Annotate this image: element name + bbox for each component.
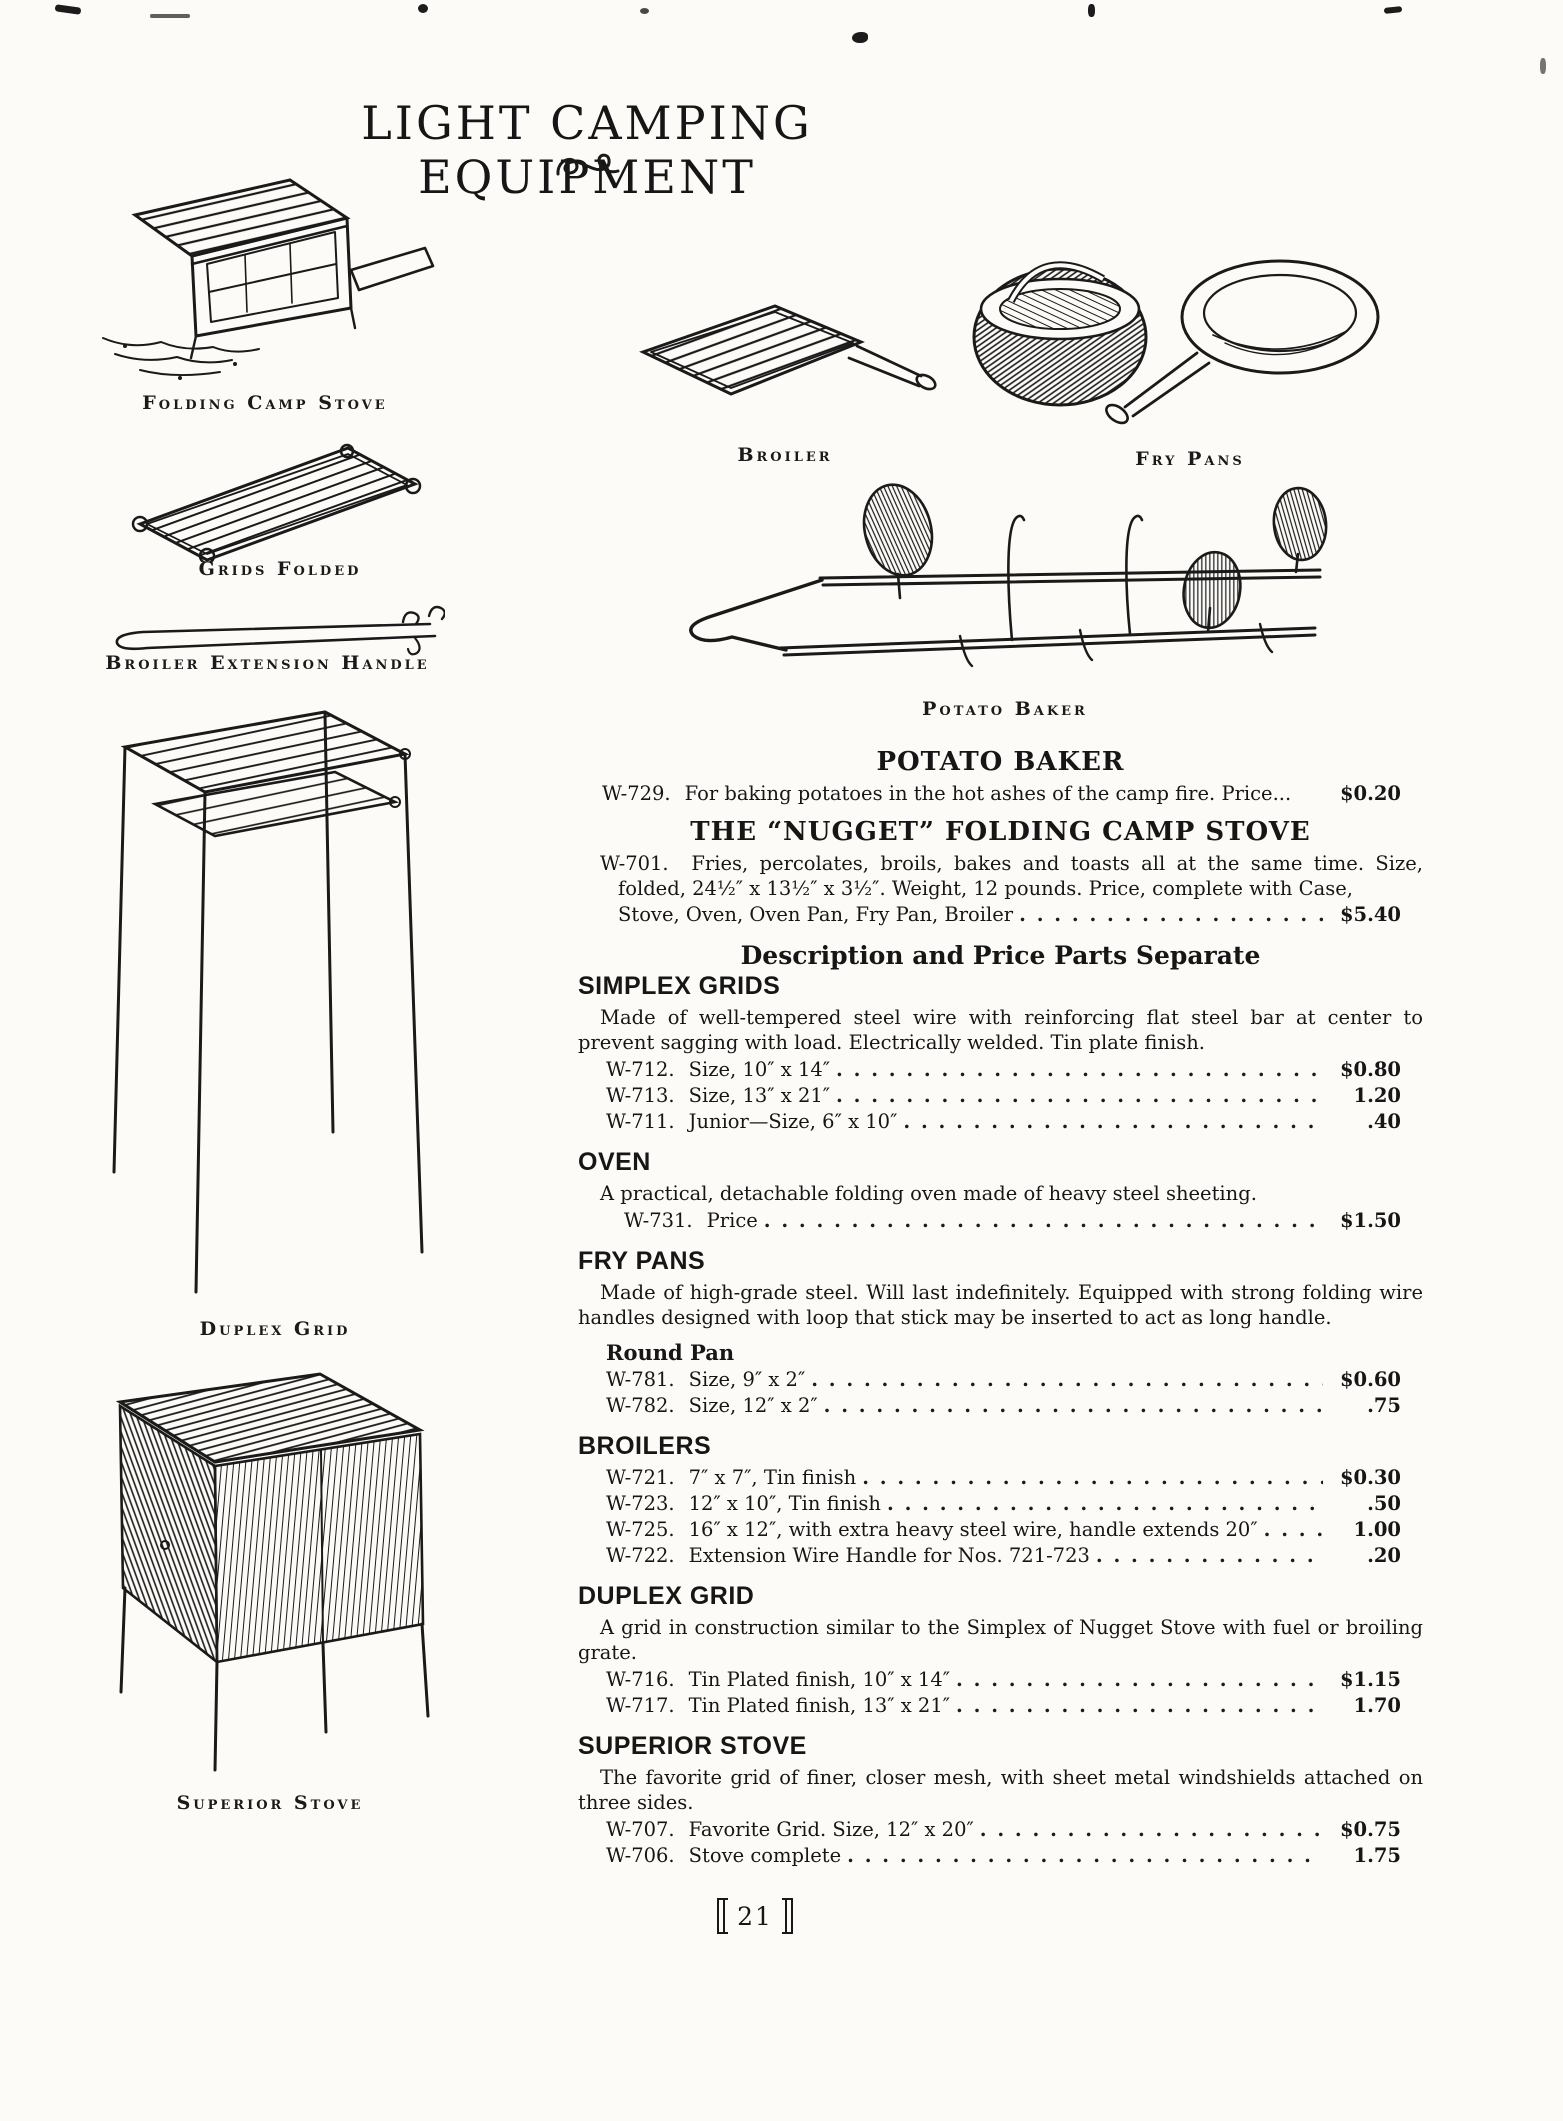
duplex-grid-illustration — [100, 692, 445, 1312]
item-row-w781 — [578, 1367, 1423, 1392]
dot-leader — [811, 1367, 1323, 1392]
item-price: $0.75 — [1339, 1818, 1401, 1841]
item-price: $1.15 — [1339, 1668, 1401, 1691]
dot-leader — [847, 1843, 1323, 1868]
dot-leader — [1019, 902, 1323, 927]
item-description: Fries, percolates, broils, bakes and toasts all at the same time. Size, folded, 24½″ x 13½″ x 3½″. Weight, 12 pounds. Price, complete with Case, — [618, 852, 1424, 900]
item-description: 7″ x 7″, Tin finish — [688, 1466, 857, 1489]
item-price: $0.80 — [1339, 1058, 1401, 1081]
item-description: Price — [706, 1209, 758, 1232]
item-number: W-722. — [606, 1544, 675, 1567]
caption-duplex-grid: Duplex Grid — [199, 1318, 351, 1340]
nugget-paragraph — [578, 851, 1423, 901]
potato-baker-heading: POTATO BAKER — [876, 747, 1125, 777]
dot-leader — [1264, 1517, 1323, 1542]
dot-leader — [956, 1693, 1323, 1718]
item-row-w707 — [578, 1817, 1423, 1842]
page-number-bracket-left — [717, 1898, 728, 1934]
item-description: Size, 10″ x 14″ — [688, 1058, 831, 1081]
item-description: Size, 12″ x 2″ — [688, 1394, 818, 1417]
item-row-w717 — [578, 1693, 1423, 1718]
dot-leader — [836, 1057, 1323, 1082]
item-description: Size, 9″ x 2″ — [688, 1368, 806, 1391]
item-price: 1.70 — [1353, 1694, 1401, 1717]
round-pan-subheading: Round Pan — [606, 1340, 735, 1365]
dot-leader — [903, 1109, 1323, 1134]
text-column — [578, 736, 1423, 1869]
scan-artifact — [1540, 58, 1546, 74]
scan-artifact — [1384, 6, 1403, 14]
item-price: .50 — [1367, 1492, 1401, 1515]
fry-pans-illustration — [945, 235, 1410, 445]
dot-leader — [836, 1083, 1323, 1108]
item-price: $0.20 — [1339, 782, 1401, 805]
item-row-w716 — [578, 1667, 1423, 1692]
item-description: Favorite Grid. Size, 12″ x 20″ — [688, 1818, 974, 1841]
item-number: W-731. — [624, 1209, 693, 1232]
simplex-grids-description: Made of well-tempered steel wire with reinforcing flat steel bar at center to prevent sagging with load. Electrically welded. Tin plate finish. — [578, 1006, 1423, 1054]
item-price: 1.75 — [1353, 1844, 1401, 1867]
item-price: $0.30 — [1339, 1466, 1401, 1489]
folding-camp-stove-illustration — [85, 160, 440, 392]
page-number — [675, 1898, 835, 1934]
broilers-heading: BROILERS — [578, 1432, 712, 1460]
item-description: 12″ x 10″, Tin finish — [688, 1492, 881, 1515]
oven-heading: OVEN — [578, 1148, 651, 1176]
dot-leader — [1096, 1543, 1323, 1568]
item-description: Stove, Oven, Oven Pan, Fry Pan, Broiler — [618, 903, 1014, 926]
item-price: 1.20 — [1353, 1084, 1401, 1107]
page-number-bracket-right — [782, 1898, 793, 1934]
dot-leader — [862, 1465, 1323, 1490]
item-description: Stove complete — [688, 1844, 842, 1867]
superior-stove-heading: SUPERIOR STOVE — [578, 1732, 807, 1760]
item-description: For baking potatoes in the hot ashes of the camp fire. Price... — [684, 782, 1292, 805]
item-price: $0.60 — [1339, 1368, 1401, 1391]
duplex-grid-description: A grid in construction similar to the Simplex of Nugget Stove with fuel or broiling grate. — [578, 1616, 1423, 1664]
item-row-w713 — [578, 1083, 1423, 1108]
item-description: 16″ x 12″, with extra heavy steel wire, handle extends 20″ — [688, 1518, 1258, 1541]
item-row-w721 — [578, 1465, 1423, 1490]
scan-artifact — [418, 4, 428, 13]
item-price: $1.50 — [1339, 1209, 1401, 1232]
dot-leader — [980, 1817, 1323, 1842]
nugget-heading: THE “NUGGET” FOLDING CAMP STOVE — [690, 817, 1311, 847]
title-flourish-ornament — [552, 148, 624, 188]
oven-description: A practical, detachable folding oven made of heavy steel sheeting. — [600, 1182, 1257, 1205]
caption-potato-baker: Potato Baker — [922, 698, 1088, 720]
superior-stove-illustration — [65, 1360, 450, 1785]
caption-fry-pans: Fry Pans — [1135, 448, 1245, 470]
fry-pans-description: Made of high-grade steel. Will last indefinitely. Equipped with strong folding wire handles designed with loop that stick may be inserted to act as long handle. — [578, 1281, 1423, 1329]
item-price: .40 — [1367, 1110, 1401, 1133]
item-price: .20 — [1367, 1544, 1401, 1567]
item-number: W-711. — [606, 1110, 675, 1133]
item-description: Size, 13″ x 21″ — [688, 1084, 831, 1107]
item-row-w706 — [578, 1843, 1423, 1868]
item-description: Junior—Size, 6″ x 10″ — [688, 1110, 898, 1133]
broiler-extension-handle-illustration — [85, 598, 445, 656]
caption-superior-stove: Superior Stove — [176, 1792, 364, 1814]
item-number: W-781. — [606, 1368, 675, 1391]
item-row-w729 — [578, 781, 1423, 806]
item-number: W-782. — [606, 1394, 675, 1417]
item-number: W-723. — [606, 1492, 675, 1515]
dot-leader — [887, 1491, 1323, 1516]
simplex-grids-heading: SIMPLEX GRIDS — [578, 972, 781, 1000]
item-number: W-706. — [606, 1844, 675, 1867]
item-number: W-712. — [606, 1058, 675, 1081]
item-price: $5.40 — [1339, 903, 1401, 926]
item-number: W-721. — [606, 1466, 675, 1489]
scan-artifact — [150, 14, 190, 18]
item-number: W-729. — [602, 782, 671, 805]
item-row-w701 — [578, 902, 1423, 927]
page-title: LIGHT CAMPING EQUIPMENT — [361, 96, 813, 204]
item-price: .75 — [1367, 1394, 1401, 1417]
item-number: W-716. — [606, 1668, 675, 1691]
duplex-grid-heading: DUPLEX GRID — [578, 1582, 755, 1610]
item-row-w725 — [578, 1517, 1423, 1542]
item-row-w722 — [578, 1543, 1423, 1568]
scan-artifact — [55, 4, 82, 15]
dot-leader — [824, 1393, 1323, 1418]
dot-leader — [764, 1208, 1323, 1233]
item-number: W-707. — [606, 1818, 675, 1841]
scan-artifact — [852, 32, 868, 43]
item-row-w723 — [578, 1491, 1423, 1516]
item-row-w712 — [578, 1057, 1423, 1082]
item-number: W-701. — [600, 852, 669, 875]
caption-folding-camp-stove: Folding Camp Stove — [142, 392, 388, 414]
scan-artifact — [1088, 4, 1095, 17]
grids-folded-illustration — [115, 432, 440, 562]
item-number: W-717. — [606, 1694, 675, 1717]
item-row-w782 — [578, 1393, 1423, 1418]
caption-grids-folded: Grids Folded — [198, 558, 362, 580]
broiler-illustration — [625, 290, 940, 445]
dot-leader — [956, 1667, 1323, 1692]
parts-separate-heading: Description and Price Parts Separate — [740, 941, 1261, 970]
item-row-w731 — [578, 1208, 1423, 1233]
caption-broiler: Broiler — [737, 444, 833, 466]
item-number: W-725. — [606, 1518, 675, 1541]
potato-baker-illustration — [660, 478, 1350, 698]
fry-pans-heading: FRY PANS — [578, 1247, 706, 1275]
superior-stove-description: The favorite grid of finer, closer mesh, with sheet metal windshields attached on three sides. — [578, 1766, 1423, 1814]
caption-broiler-extension-handle: Broiler Extension Handle — [105, 652, 430, 674]
item-price: 1.00 — [1353, 1518, 1401, 1541]
item-description: Extension Wire Handle for Nos. 721-723 — [688, 1544, 1090, 1567]
scan-artifact — [640, 8, 649, 14]
item-description: Tin Plated finish, 10″ x 14″ — [688, 1668, 951, 1691]
item-row-w711 — [578, 1109, 1423, 1134]
page-number-value: 21 — [737, 1901, 773, 1931]
item-number: W-713. — [606, 1084, 675, 1107]
item-description: Tin Plated finish, 13″ x 21″ — [688, 1694, 951, 1717]
